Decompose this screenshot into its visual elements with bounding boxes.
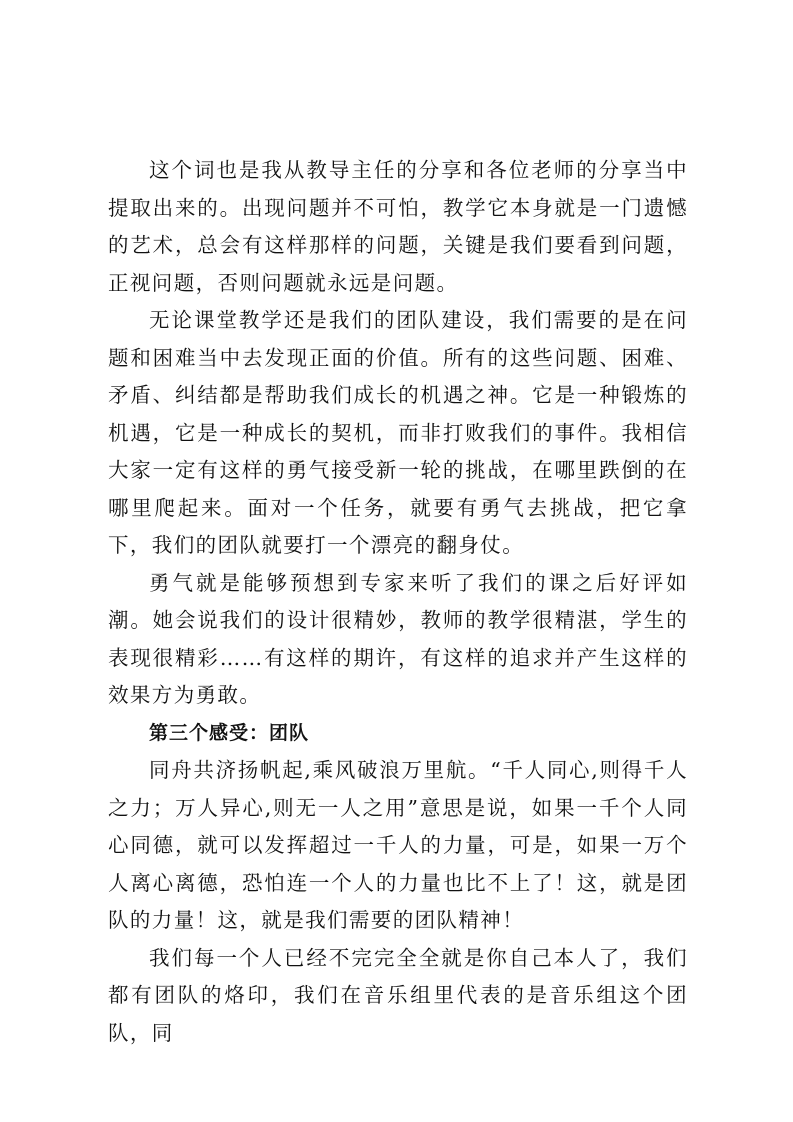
paragraph-problems: 这个词也是我从教导主任的分享和各位老师的分享当中提取出来的。出现问题并不可怕，教学它本身就是一门遗憾的艺术，总会有这样那样的问题，关键是我们要看到问题，正视问题，否则问题就永远是问题。 xyxy=(108,158,688,295)
paragraph-courage: 勇气就是能够预想到专家来听了我们的课之后好评如潮。她会说我们的设计很精妙，教师的教学很精湛，学生的表现很精彩……有这样的期许，有这样的追求并产生这样的效果方为勇敢。 xyxy=(108,570,688,707)
paragraph-team-spirit: 同舟共济扬帆起,乘风破浪万里航。“千人同心,则得千人之力；万人异心,则无一人之用”意思是说，如果一千个人同心同德，就可以发挥超过一千人的力量，可是，如果一万个人离心离德，恐怕连一个人的力量也比不上了！这，就是团队的力量！这，就是我们需要的团队精神！ xyxy=(108,758,688,932)
paragraph-team-building: 无论课堂教学还是我们的团队建设，我们需要的是在问题和困难当中去发现正面的价值。所有的这些问题、困难、矛盾、纠结都是帮助我们成长的机遇之神。它是一种锻炼的机遇，它是一种成长的契机，而非打败我们的事件。我相信大家一定有这样的勇气接受新一轮的挑战，在哪里跌倒的在哪里爬起来。面对一个任务，就要有勇气去挑战，把它拿下，我们的团队就要打一个漂亮的翻身仗。 xyxy=(108,308,688,557)
paragraph-team-imprint: 我们每一个人已经不完完全全就是你自己本人了，我们都有团队的烙印，我们在音乐组里代表的是音乐组这个团队，同 xyxy=(108,945,688,1045)
section-heading-team: 第三个感受：团队 xyxy=(149,721,310,744)
document-page xyxy=(108,152,688,1052)
